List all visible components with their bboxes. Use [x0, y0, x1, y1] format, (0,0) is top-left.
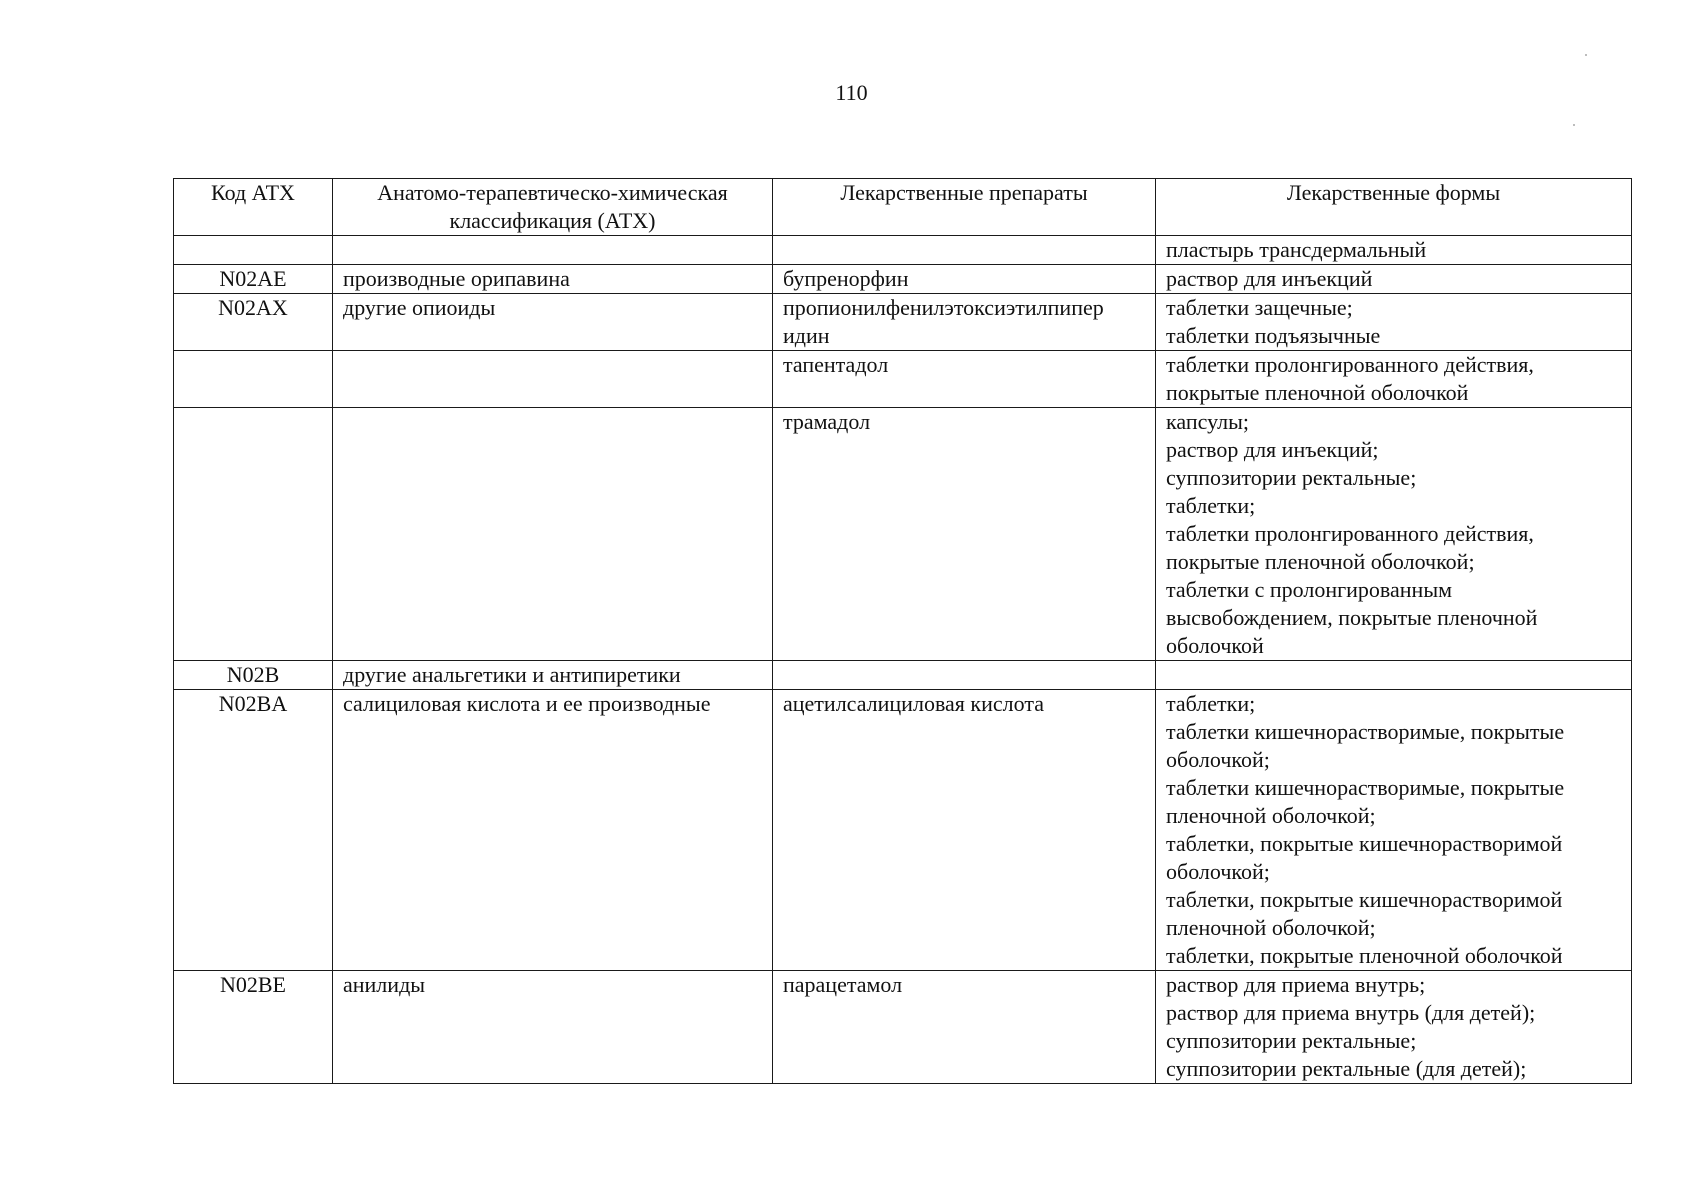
atc-code-cell — [174, 236, 333, 265]
cell-text-line: Лекарственные формы — [1286, 180, 1501, 205]
cell-text-line: таблетки, покрытые кишечнорастворимой — [1166, 887, 1563, 912]
header-drugs — [773, 179, 1156, 236]
table-row — [174, 971, 1632, 1084]
cell-text-line: покрытые пленочной оболочкой; — [1166, 549, 1475, 574]
cell-text-line: ацетилсалициловая кислота — [783, 691, 1044, 716]
atc-group-cell — [333, 294, 773, 351]
drug-name-cell — [773, 661, 1156, 690]
cell-text-line: раствор для приема внутрь (для детей); — [1166, 1000, 1536, 1025]
table-row — [174, 351, 1632, 408]
atc-code-cell: N02AX — [174, 294, 333, 351]
atc-group-cell — [333, 661, 773, 690]
cell-text-line: анилиды — [343, 972, 426, 997]
cell-text-line: бупренорфин — [783, 266, 909, 291]
dosage-forms-cell — [1156, 236, 1632, 265]
cell-text-line: таблетки кишечнорастворимые, покрытые — [1166, 775, 1565, 800]
atc-code-cell: N02AE — [174, 265, 333, 294]
cell-text-line: тапентадол — [783, 352, 889, 377]
dosage-forms-cell — [1156, 661, 1632, 690]
cell-text-line: таблетки пролонгированного действия, — [1166, 521, 1534, 546]
cell-text-line: производные орипавина — [343, 266, 570, 291]
cell-text-line: таблетки подъязычные — [1166, 323, 1381, 348]
atc-code-cell: N02BA — [174, 690, 333, 971]
dosage-forms-cell — [1156, 351, 1632, 408]
drug-name-cell — [773, 690, 1156, 971]
drug-name-cell — [773, 971, 1156, 1084]
cell-text-line: таблетки, покрытые пленочной оболочкой — [1166, 943, 1563, 968]
header-dosage-forms — [1156, 179, 1632, 236]
cell-text-line: таблетки защечные; — [1166, 295, 1353, 320]
cell-text-line: таблетки кишечнорастворимые, покрытые — [1166, 719, 1565, 744]
drug-name-cell — [773, 408, 1156, 661]
cell-text-line: пропионилфенилэтоксиэтилпипер — [783, 295, 1104, 320]
header-row — [174, 179, 1632, 236]
drug-name-cell — [773, 294, 1156, 351]
cell-text-line: покрытые пленочной оболочкой — [1166, 380, 1469, 405]
dosage-forms-cell — [1156, 294, 1632, 351]
cell-text-line: оболочкой; — [1166, 859, 1270, 884]
cell-text-line: другие опиоиды — [343, 295, 496, 320]
drug-name-cell — [773, 265, 1156, 294]
cell-text-line: суппозитории ректальные (для детей); — [1166, 1056, 1527, 1081]
cell-text-line: высвобождением, покрытые пленочной — [1166, 605, 1538, 630]
scan-artifact-dot — [1585, 54, 1587, 56]
table-row — [174, 408, 1632, 661]
cell-text-line: таблетки; — [1166, 493, 1256, 518]
cell-text-line: Анатомо-терапевтическо-химическая — [377, 180, 728, 205]
cell-text-line: таблетки пролонгированного действия, — [1166, 352, 1534, 377]
atc-group-cell — [333, 236, 773, 265]
header-code — [174, 179, 333, 236]
cell-text-line: пластырь трансдермальный — [1166, 237, 1427, 262]
atc-group-cell — [333, 351, 773, 408]
table-row — [174, 236, 1632, 265]
atc-group-cell — [333, 265, 773, 294]
cell-text-line: таблетки; — [1166, 691, 1256, 716]
cell-text-line: пленочной оболочкой; — [1166, 915, 1376, 940]
cell-text-line: суппозитории ректальные; — [1166, 1028, 1417, 1053]
cell-text-line: салициловая кислота и ее производные — [343, 691, 711, 716]
cell-text-line: классификация (АТХ) — [449, 208, 656, 233]
atc-drug-table — [173, 178, 1632, 1084]
drug-name-cell — [773, 351, 1156, 408]
header-atc-classification — [333, 179, 773, 236]
cell-text-line: трамадол — [783, 409, 871, 434]
table-row — [174, 661, 1632, 690]
table-row — [174, 690, 1632, 971]
cell-text-line: раствор для инъекций; — [1166, 437, 1379, 462]
cell-text-line: оболочкой — [1166, 633, 1264, 658]
dosage-forms-cell — [1156, 690, 1632, 971]
table-body — [174, 236, 1632, 1084]
atc-code-cell: N02B — [174, 661, 333, 690]
dosage-forms-cell — [1156, 408, 1632, 661]
dosage-forms-cell — [1156, 971, 1632, 1084]
page-number: 110 — [835, 80, 868, 105]
cell-text-line: другие анальгетики и антипиретики — [343, 662, 681, 687]
dosage-forms-cell — [1156, 265, 1632, 294]
cell-text-line: раствор для инъекций — [1166, 266, 1373, 291]
table-row — [174, 294, 1632, 351]
cell-text-line: Лекарственные препараты — [840, 180, 1088, 205]
atc-code-cell: N02BE — [174, 971, 333, 1084]
table-header — [174, 179, 1632, 236]
cell-text-line: раствор для приема внутрь; — [1166, 972, 1426, 997]
scan-artifact-dot — [1573, 124, 1575, 126]
drug-name-cell — [773, 236, 1156, 265]
atc-group-cell — [333, 408, 773, 661]
cell-text-line: капсулы; — [1166, 409, 1249, 434]
cell-text-line: Код АТХ — [211, 180, 295, 205]
cell-text-line: пленочной оболочкой; — [1166, 803, 1376, 828]
atc-group-cell — [333, 971, 773, 1084]
atc-group-cell — [333, 690, 773, 971]
atc-code-cell — [174, 408, 333, 661]
cell-text-line: таблетки, покрытые кишечнорастворимой — [1166, 831, 1563, 856]
cell-text-line: парацетамол — [783, 972, 903, 997]
cell-text-line: таблетки с пролонгированным — [1166, 577, 1453, 602]
cell-text-line: оболочкой; — [1166, 747, 1270, 772]
cell-text-line: суппозитории ректальные; — [1166, 465, 1417, 490]
cell-text-line: идин — [783, 323, 830, 348]
table-row — [174, 265, 1632, 294]
atc-code-cell — [174, 351, 333, 408]
